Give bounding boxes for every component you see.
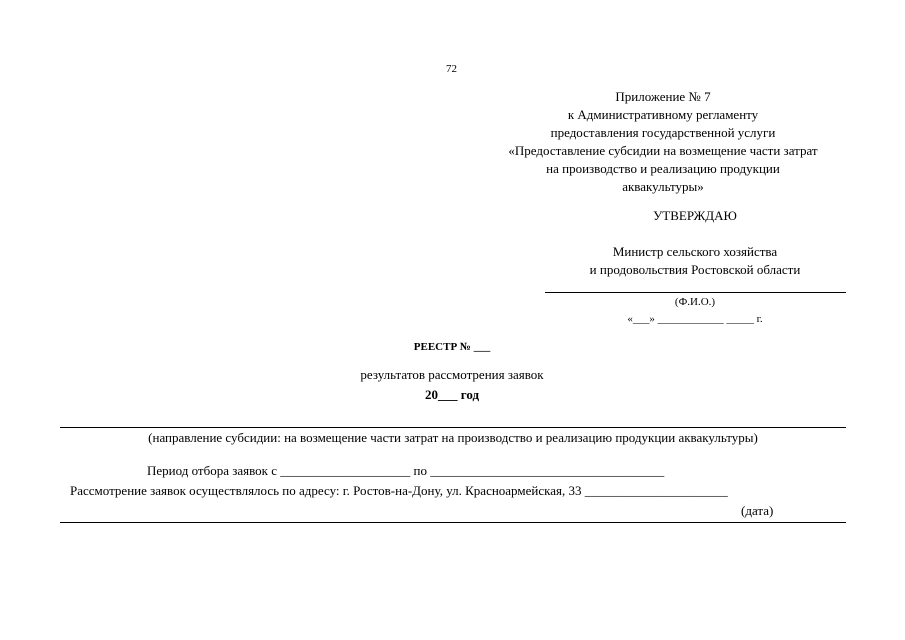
appendix-line-3: предоставления государственной услуги [550, 125, 776, 140]
appendix-line-2: к Административному регламенту [567, 107, 759, 122]
appendix-line-1: Приложение № 7 [615, 89, 711, 104]
date-caption: (дата) [741, 503, 774, 518]
signature-line [545, 292, 846, 293]
appendix-line-4: «Предоставление субсидии на возмещение части затрат [508, 143, 818, 158]
selection-period-line: Период отбора заявок с ____________________ по ____________________________________ [147, 463, 665, 478]
registry-subtitle: результатов рассмотрения заявок [360, 367, 544, 382]
approval-position-line-2: и продовольствия Ростовской области [589, 262, 801, 277]
approval-date-line: «___» ____________ _____ г. [627, 313, 763, 325]
page-number: 72 [446, 63, 457, 75]
subsidy-direction: (направление субсидии: на возмещение части затрат на производство и реализацию продукции аквакультуры) [148, 430, 758, 445]
review-address-line: Рассмотрение заявок осуществлялось по адресу: г. Ростов-на-Дону, ул. Красноармейская, 33 ______________________ [70, 483, 728, 498]
bottom-divider [60, 522, 846, 523]
fio-caption: (Ф.И.О.) [674, 296, 716, 308]
top-divider [60, 427, 846, 428]
approval-title: УТВЕРЖДАЮ [653, 208, 737, 223]
registry-title: РЕЕСТР № ___ [413, 341, 491, 353]
registry-year: 20___ год [424, 387, 480, 402]
appendix-line-6: аквакультуры» [622, 179, 704, 194]
approval-position-line-1: Министр сельского хозяйства [612, 244, 778, 259]
appendix-line-5: на производство и реализацию продукции [546, 161, 780, 176]
